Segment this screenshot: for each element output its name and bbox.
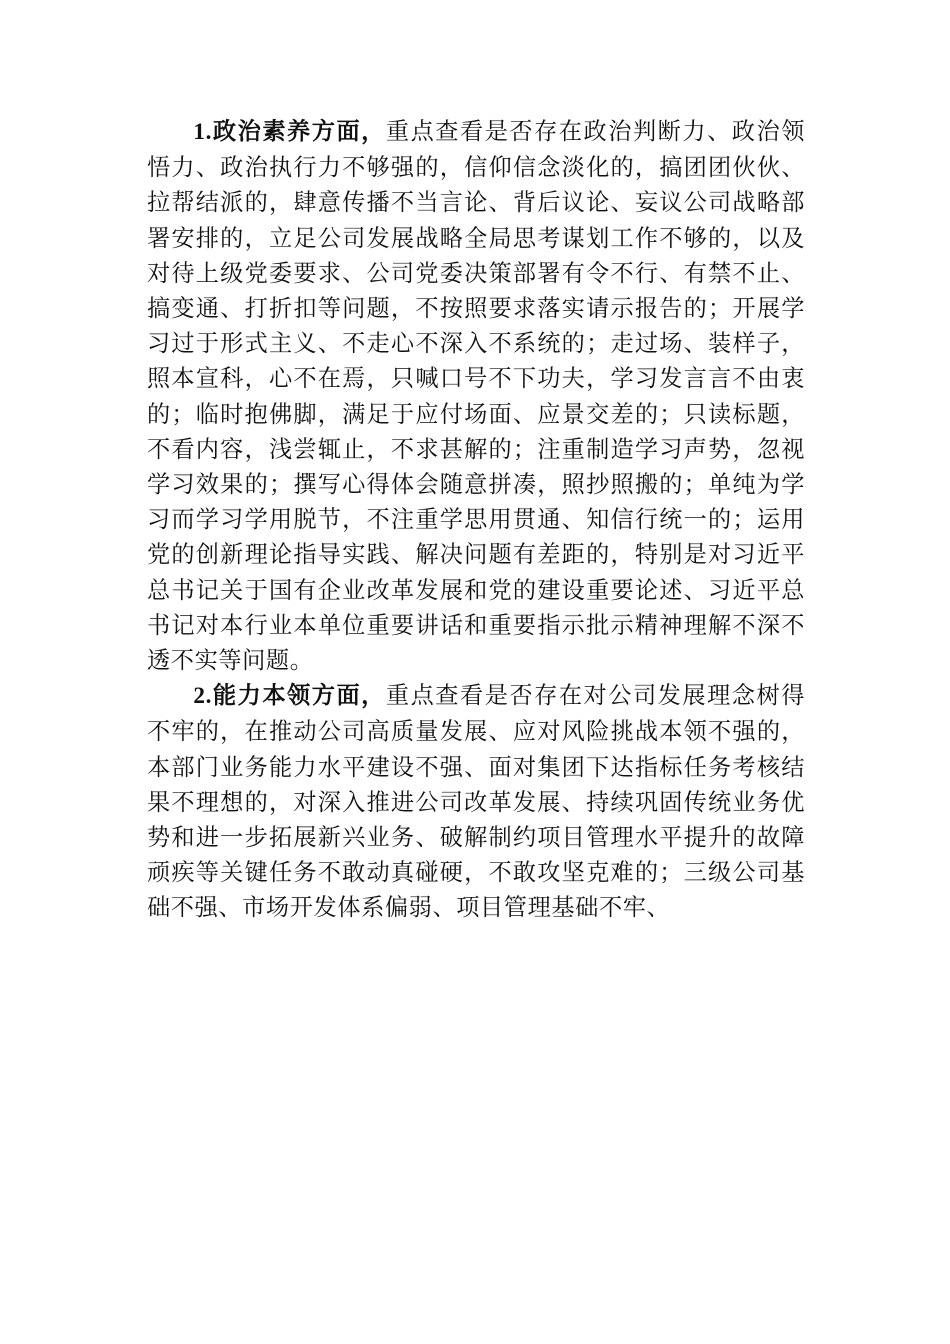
document-body <box>147 114 805 926</box>
paragraph-heading: 2.能力本领方面， <box>193 683 386 710</box>
paragraph-political-literacy <box>147 114 805 678</box>
paragraph-ability-skills <box>147 678 805 925</box>
paragraph-text: 重点查看是否存在对公司发展理念树得不牢的，在推动公司高质量发展、应对风险挑战本领不强的，本部门业务能力水平建设不强、面对集团下达指标任务考核结果不理想的，对深入推进公司改革发展、持续巩固传统业务优势和进一步拓展新兴业务、破解制约项目管理水平提升的故障顽疾等关键任务不敢动真碰硬，不敢攻坚克难的；三级公司基础不强、市场开发体系偏弱、项目管理基础不牢、 <box>147 682 806 922</box>
paragraph-heading: 1.政治素养方面， <box>193 119 386 145</box>
paragraph-text: 重点查看是否存在政治判断力、政治领悟力、政治执行力不够强的，信仰信念淡化的，搞团团伙伙、拉帮结派的，肆意传播不当言论、背后议论、妄议公司战略部署安排的，立足公司发展战略全局思考谋划工作不够的，以及对待上级党委要求、公司党委决策部署有令不行、有禁不止、搞变通、打折扣等问题，不按照要求落实请示报告的；开展学习过于形式主义、不走心不深入不系统的；走过场、装样子，照本宣科，心不在焉，只喊口号不下功夫，学习发言言不由衷的；临时抱佛脚，满足于应付场面、应景交差的；只读标题，不看内容，浅尝辄止，不求甚解的；注重制造学习声势，忽视学习效果的；撰写心得体会随意拼凑，照抄照搬的；单纯为学习而学习学用脱节，不注重学思用贯通、知信行统一的；运用党的创新理论指导实践、解决问题有差距的，特别是对习近平总书记关于国有企业改革发展和党的建设重要论述、习近平总书记对本行业本单位重要讲话和重要指示批示精神理解不深不透不实等问题。 <box>147 118 806 675</box>
